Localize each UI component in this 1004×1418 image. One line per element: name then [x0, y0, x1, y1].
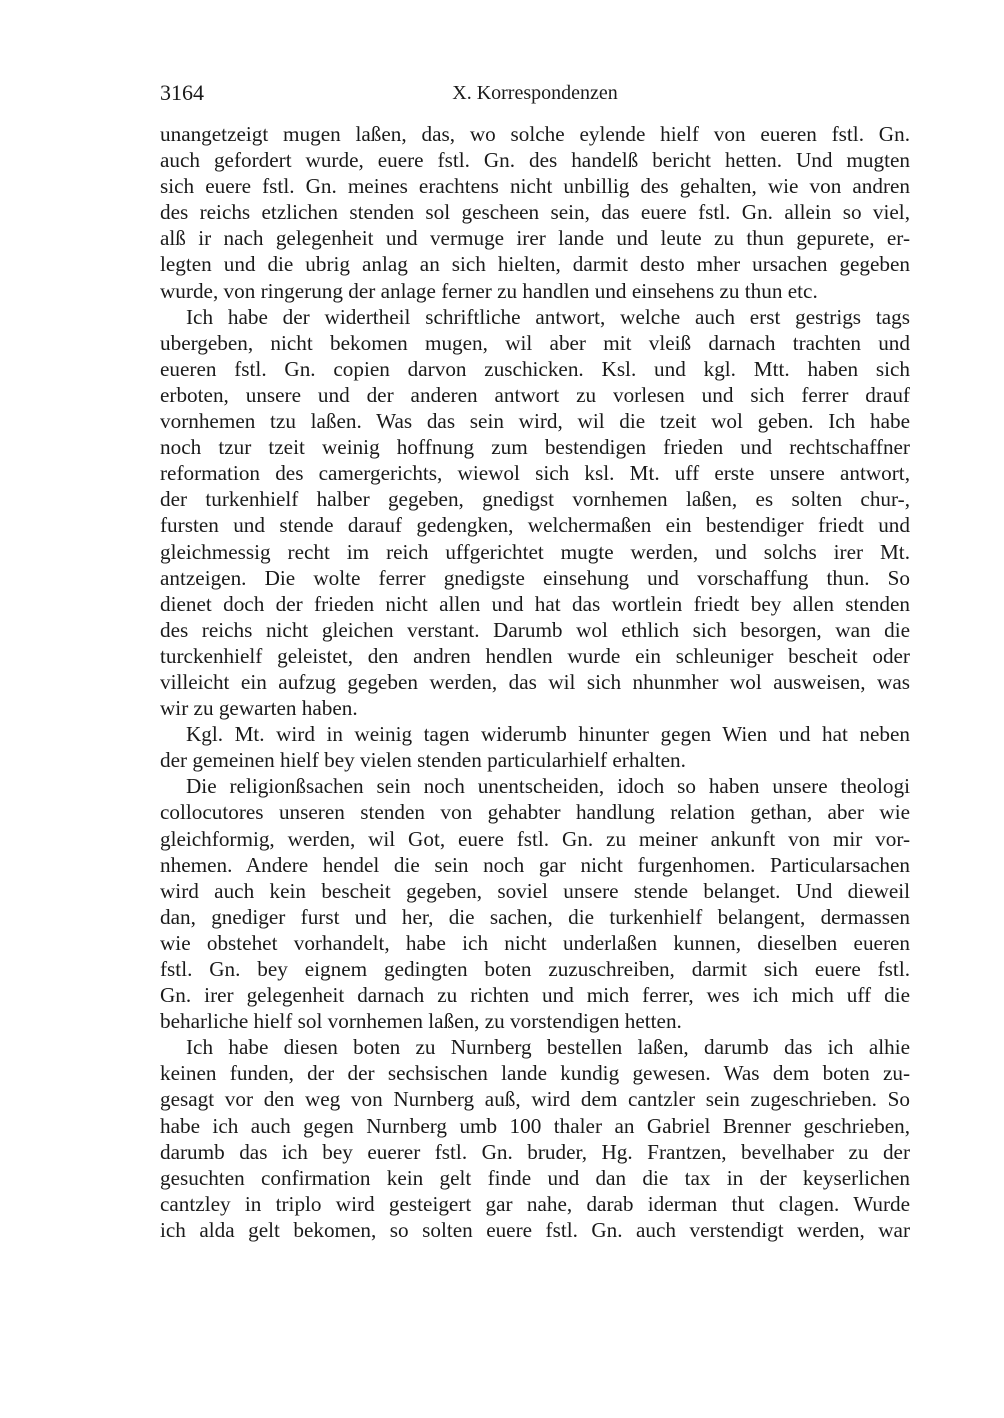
text-line: turckenhielf geleistet, den andren hendlen wurde ein schleuniger bescheit oder	[160, 643, 910, 668]
text-line: darumb das ich bey euerer fstl. Gn. bruder, Hg. Frantzen, bevelhaber zu der	[160, 1139, 910, 1164]
paragraph	[160, 304, 910, 722]
text-line: der gemeinen hielf bey vielen stenden particularhielf erhalten.	[160, 748, 686, 773]
text-line: wir zu gewarten haben.	[160, 696, 358, 721]
text-line: antzeigen. Die wolte ferrer gnedigste einsehung und vorschaffung thun. So	[160, 565, 910, 590]
text-line: gleichmessig recht im reich uffgerichtet mugte werden, und solchs irer Mt.	[160, 539, 910, 564]
page-number: 3164	[160, 80, 204, 105]
text-line: alß ir nach gelegenheit und vermuge irer lande und leute zu thun gepurete, er-	[160, 226, 910, 251]
paragraph	[160, 773, 910, 1034]
text-line: vornhemen tzu laßen. Was das sein wird, wil die tzeit wol geben. Ich habe	[160, 409, 910, 434]
text-line: habe ich auch gegen Nurnberg umb 100 thaler an Gabriel Brenner geschrieben,	[160, 1113, 910, 1138]
text-line: unangetzeigt mugen laßen, das, wo solche eylende hielf von eueren fstl. Gn.	[160, 122, 910, 146]
text-line: wird auch kein bescheit gegeben, soviel unsere stende belanget. Und dieweil	[160, 878, 910, 903]
text-line: Kgl. Mt. wird in weinig tagen widerumb hinunter gegen Wien und hat neben	[186, 722, 910, 747]
text-line: sich euere fstl. Gn. meines erachtens nicht unbillig des gehalten, wie von andren	[160, 174, 910, 199]
text-line: collocutores unseren stenden von gehabter handlung relation gethan, aber wie	[160, 800, 910, 825]
text-line: fstl. Gn. bey eignem gedingten boten zuzuschreiben, darmit sich euere fstl.	[160, 957, 910, 981]
text-line: Die religionßsachen sein noch unentscheiden, idoch so haben unsere theologi	[186, 774, 910, 799]
text-line: gesuchten confirmation kein gelt finde und dan die tax in der keyserlichen	[160, 1165, 910, 1190]
text-line: reformation des camergerichts, wiewol sich ksl. Mt. uff erste unsere antwort,	[160, 461, 910, 486]
text-line: Ich habe der widertheil schriftliche antwort, welche auch erst gestrigs tags	[186, 304, 910, 329]
text-line: nhemen. Andere hendel die sein noch gar nicht furgenhomen. Particularsachen	[160, 852, 910, 877]
text-line: legten und die ubrig anlag an sich hielten, darmit desto mher ursachen gegeben	[160, 252, 910, 277]
text-line: ich alda gelt bekomen, so solten euere fstl. Gn. auch verstendigt werden, war	[160, 1217, 910, 1242]
text-line: dan, gnediger furst und her, die sachen, die turkenhielf belangent, dermassen	[160, 904, 910, 929]
text-line: gesagt vor den weg von Nurnberg auß, wird dem cantzler sein zugeschrieben. So	[160, 1087, 910, 1112]
body-text	[160, 121, 910, 1243]
text-line: villeicht ein aufzug gegeben werden, das wil sich nhunmher wol ausweisen, was	[160, 669, 910, 694]
paragraph	[160, 1034, 910, 1243]
text-line: beharliche hielf sol vornhemen laßen, zu vorstendigen hetten.	[160, 1009, 682, 1034]
text-line: fursten und stende darauf gedengken, welchermaßen ein bestendiger friedt und	[160, 513, 910, 538]
paragraph	[160, 121, 910, 304]
text-line: erboten, unsere und der anderen antwort zu vorlesen und sich ferrer drauf	[160, 382, 910, 407]
paragraph	[160, 721, 910, 773]
running-head: X. Korrespondenzen	[452, 82, 618, 104]
text-line: Ich habe diesen boten zu Nurnberg bestellen laßen, darumb das ich alhie	[186, 1035, 910, 1060]
text-line: des reichs nicht gleichen verstant. Darumb wol ethlich sich besorgen, wan die	[160, 617, 910, 642]
text-line: wie obstehet vorhandelt, habe ich nicht underlaßen kunnen, dieselben eueren	[160, 930, 910, 955]
text-line: gleichformig, werden, wil Got, euere fstl. Gn. zu meiner ankunft von mir vor-	[160, 826, 910, 851]
text-line: wurde, von ringerung der anlage ferner zu handlen und einsehens zu thun etc.	[160, 278, 818, 303]
text-line: eueren fstl. Gn. copien darvon zuschicken. Ksl. und kgl. Mtt. haben sich	[160, 356, 910, 381]
text-line: noch tzur tzeit weinig hoffnung zum bestendigen frieden und rechtschaffner	[160, 435, 910, 460]
text-line: keinen funden, der der sechsischen lande kundig gewesen. Was dem boten zu-	[160, 1061, 910, 1086]
text-line: cantzley in triplo wird gesteigert gar nahe, darab iderman thut clagen. Wurde	[160, 1191, 910, 1216]
text-line: des reichs etzlichen stenden sol gescheen sein, das euere fstl. Gn. allein so viel,	[160, 200, 910, 225]
text-line: Gn. irer gelegenheit darnach zu richten und mich ferrer, wes ich mich uff die	[160, 983, 910, 1008]
text-line: ubergeben, nicht bekomen mugen, wil aber mit vleiß darnach trachten und	[160, 330, 910, 355]
text-line: auch gefordert wurde, euere fstl. Gn. des handelß bericht hetten. Und mugten	[160, 148, 910, 173]
text-line: dienet doch der frieden nicht allen und hat das wortlein friedt bey allen stenden	[160, 591, 910, 616]
text-line: der turkenhielf halber gegeben, gnedigst vornhemen laßen, es solten chur-,	[160, 487, 910, 512]
